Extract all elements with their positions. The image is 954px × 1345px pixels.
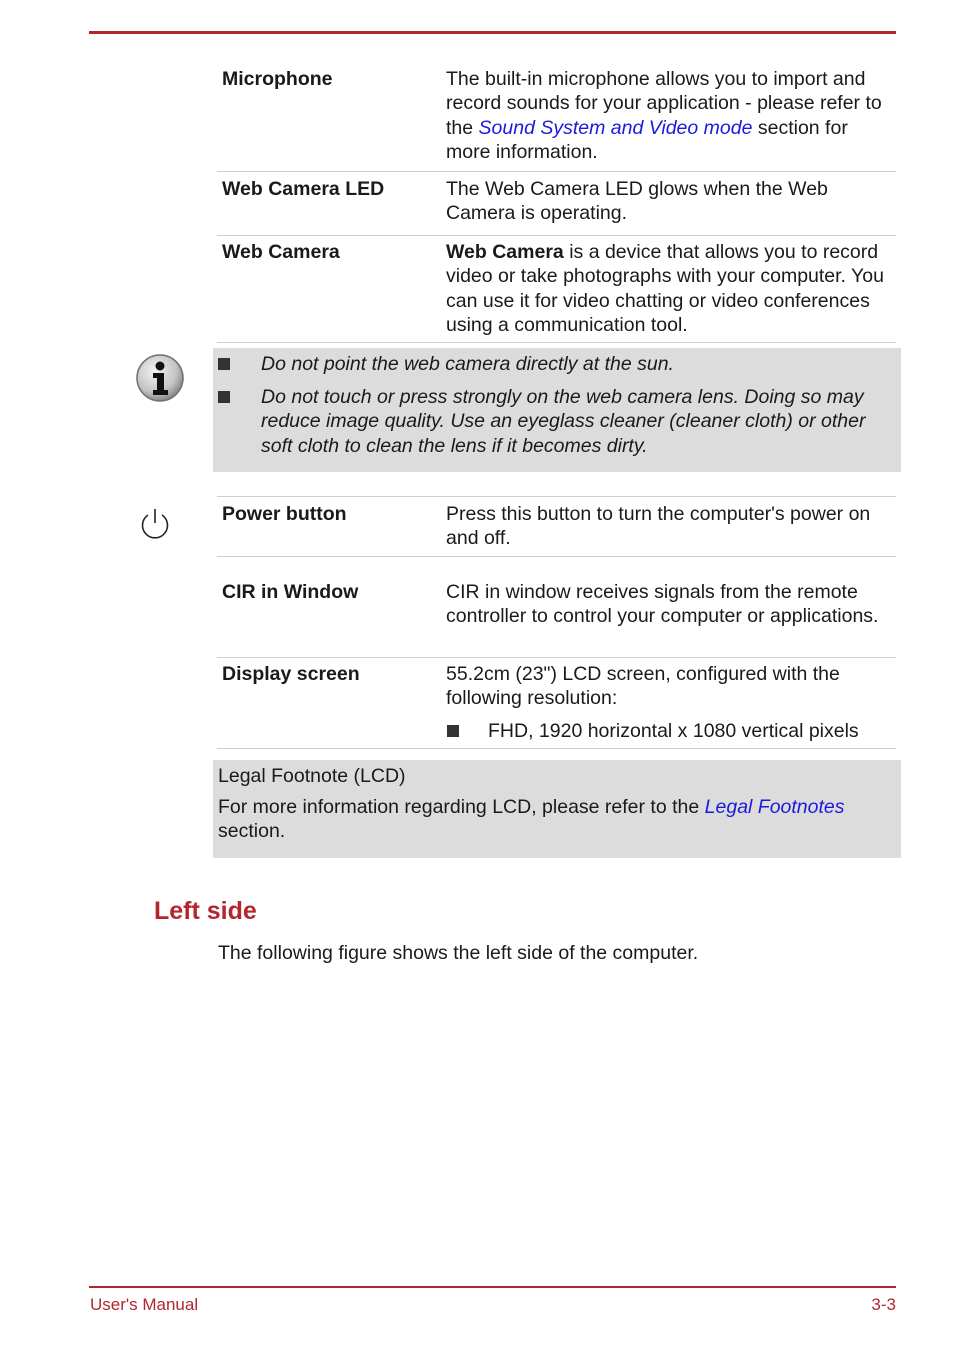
spec-term: Web Camera: [222, 241, 340, 263]
spec-desc: [446, 67, 896, 164]
desc-text: section for more information.: [446, 116, 848, 163]
info-icon: [135, 352, 187, 404]
resolution-text: FHD, 1920 horizontal x 1080 vertical pixels: [488, 719, 859, 742]
footer-page-number: 3-3: [871, 1295, 896, 1314]
spec-desc: 55.2cm (23") LCD screen, configured with the following resolution:: [446, 663, 840, 710]
note-item: [213, 352, 901, 376]
desc-text: The built-in microphone allows you to import and record sounds for your application - please refer to the: [446, 68, 882, 139]
spec-desc: The Web Camera LED glows when the Web Camera is operating.: [446, 178, 828, 225]
note-text: Do not touch or press strongly on the web camera lens. Doing so may reduce image quality. Use an eyeglass cleaner (cleaner cloth) or other soft cloth to clean the lens if it becomes dirty.: [261, 386, 866, 457]
spec-row-display-screen: [217, 658, 896, 749]
spec-table-top: [217, 67, 896, 343]
note-item: [213, 385, 901, 458]
spec-desc: CIR in window receives signals from the remote controller to control your computer or applications.: [446, 581, 879, 628]
spec-term: CIR in Window: [222, 581, 359, 603]
spec-row-web-camera-led: [217, 172, 896, 236]
power-icon: [138, 507, 172, 541]
section-paragraph: The following figure shows the left side of the computer.: [218, 942, 699, 964]
spec-term: Web Camera LED: [222, 178, 385, 200]
spec-term: Display screen: [222, 663, 360, 685]
note-text: Do not point the web camera directly at the sun.: [261, 353, 674, 375]
legal-text: [218, 795, 888, 844]
legal-footnotes-link[interactable]: Legal Footnotes: [704, 796, 845, 818]
spec-table-bottom: [217, 496, 896, 749]
legal-title: Legal Footnote (LCD): [218, 765, 406, 787]
desc-text: is a device that allows you to record video or take photographs with your computer. You can use it for video chatting or video conferences using a communication tool.: [446, 241, 884, 336]
bullet-square: [218, 358, 230, 370]
legal-footnote-box: [213, 760, 901, 858]
spec-row-web-camera: [217, 236, 896, 343]
note-box: [213, 348, 901, 472]
spec-desc: [446, 240, 896, 337]
bullet-square: [447, 725, 459, 737]
bullet-square: [218, 391, 230, 403]
legal-text-before: For more information regarding LCD, please refer to the: [218, 796, 705, 818]
spec-desc: Press this button to turn the computer's power on and off.: [446, 503, 871, 550]
footer-rule: [89, 1286, 896, 1288]
spec-term: Power button: [222, 503, 347, 525]
footer-manual-title: User's Manual: [90, 1295, 199, 1314]
spec-term: Microphone: [222, 68, 333, 90]
resolution-item: [446, 719, 896, 743]
spec-row-power-button: [217, 497, 896, 557]
header-rule: [89, 31, 896, 34]
desc-bold: Web Camera: [446, 241, 564, 263]
legal-text-after: section.: [218, 820, 286, 843]
spec-row-cir-window: [217, 557, 896, 658]
section-heading: Left side: [154, 897, 257, 925]
sound-system-link[interactable]: Sound System and Video mode: [478, 116, 753, 139]
spec-row-microphone: [217, 67, 896, 172]
